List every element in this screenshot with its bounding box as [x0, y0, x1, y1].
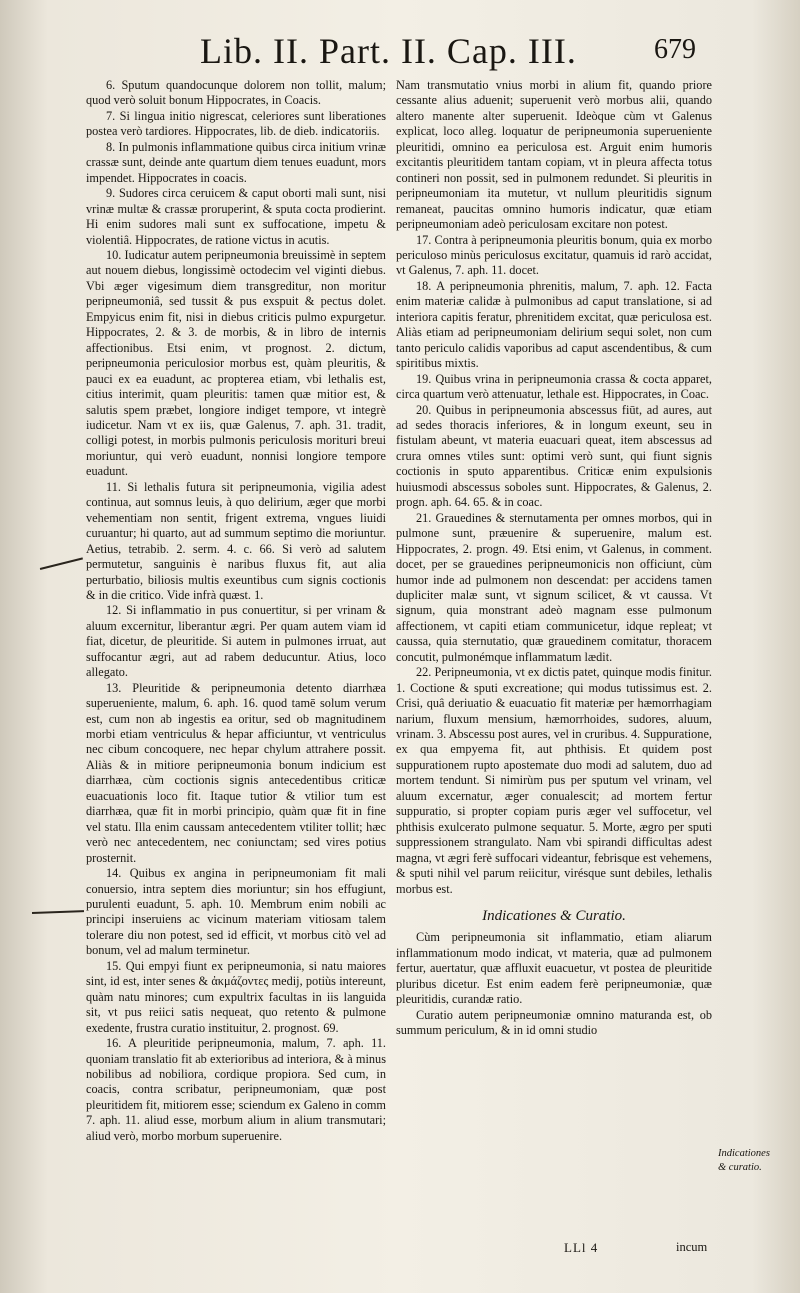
- paragraph: Curatio autem peripneumoniæ omnino maturanda est, ob summum periculum, & in id omni studio: [396, 1007, 712, 1038]
- paragraph: 12. Si inflammatio in pus conuertitur, si per vrinam & aluum excernitur, liberantur ægri. Per quam autem viam id fiat, dicetur, de pleuritide. Si autem in pulmones irruat, aut suffocantur ægri, aut ad rabem deducuntur. Atius, loco allegato.: [86, 603, 386, 680]
- paragraph: 18. A peripneumonia phrenitis, malum, 7. aph. 12. Facta enim materiæ calidæ à pulmonibus ad caput translatione, si ad interiora capitis feratur, phrenitidem excitat, quæ periculosa est. Aliàs etiam ad peripneumoniam delirium sequi solet, non cum tanto periculo calidis vaporibus ad caput ascendentibus, & cum spiritibus mixtis.: [396, 278, 712, 371]
- paragraph: 11. Si lethalis futura sit peripneumonia, vigilia adest continua, aut somnus leuis, à quo delirium, æger que morbi vehementiam non sentit, frigent extrema, vngues liuidi curuantur; hi quarto, aut ad summum septimo die moriuntur. Aetius, tetrabib. 2. serm. 4. c. 66. Si verò ad salutem permutetur, sanguinis è naribus fluxus fit, aut alia perturbatio, biliosis multis exeuntibus cum signis coctionis & in die critico. Vide infrà quæst. 1.: [86, 479, 386, 602]
- paragraph: 9. Sudores circa ceruicem & caput oborti mali sunt, nisi vrinæ multæ & crassæ proruperint, & sputa cocta prodierint. Hi enim sudores mali sunt ex suffocatione, impetu & violentiâ. Hippocrates, de ratione victus in acutis.: [86, 186, 386, 247]
- paragraph: Cùm peripneumonia sit inflammatio, etiam aliarum inflammationum modo indicat, vt materia, quæ ad pulmonem fertur, auertatur, quæ affluxit euacuetur, vt postea de pleuritide pluribus dicetur. Est enim eadem ferè peripneumoniæ, quæ pleuritidis, curandæ ratio.: [396, 930, 712, 1007]
- margin-note-line: & curatio.: [718, 1162, 762, 1173]
- paragraph: 19. Quibus vrina in peripneumonia crassa & cocta apparet, circa quartum verò attenuatur, lethale est. Hippocrates, in Coac.: [396, 371, 712, 402]
- paragraph: 10. Iudicatur autem peripneumonia breuissimè in septem aut nouem diebus, longissimè octodecim vel viginti diebus. Vbi æger vigesimum diem transgreditur, non moritur peripneumoniâ, sed tussit & pus exspuit & pectus dolet. Empyicus enim fit, nisi in diebus criticis pulmo expurgetur. Hippocrates, 2. & 3. de morbis, & in libro de internis affectionibus. Etsi enim, vt prognost. 2. dictum, peripneumonia periculosior morbus est, quàm pleuritis, & pauci ex ea euadunt, ac propterea etiam, vbi lethalis est, citius interimit, quam pleuritis: tamen quæ mitior est, & salutis spem præbet, longiore indiget tempore, vt integrè iudicetur. Nam vt ex iis, quæ Galenus, 7. aph. 31. tradit, colligi potest, in morbis pulmonis periculosis morituri breui moriuntur, qui verò euadunt, nonnisi longiore tempore euadunt.: [86, 247, 386, 479]
- paragraph: 15. Qui empyi fiunt ex peripneumonia, si natu maiores sint, id est, inter senes & ἀκμάζοντες medij, potiùs intereunt, quàm natu minores; cum expultrix facultas in iis languida sit, vt pus reiici satis nequeat, quo retento & pulmone exedente, frustra curatio instituitur, 2. prognost. 69.: [86, 958, 386, 1035]
- page-number: 679: [654, 34, 696, 65]
- paragraph: 22. Peripneumonia, vt ex dictis patet, quinque modis finitur. 1. Coctione & sputi excreatione; qui modus tutissimus est. 2. Crisi, quâ deriuatio & euacuatio fit materiæ per hæmorrhagiam narium, fluxum mensium, hæmorrhoides, sudores, aluum, vrinam. 3. Abscessu post aures, vel in cruribus. 4. Suppuratione, ex qua empyema fit, aut phthisis. Et quidem post suppurationem rupto apostemate duo modi ad salutem, duo ad mortem tendunt. Si nimirùm pus per sputum vel vrinam, vel aluum excernatur, æger conualescit; ad mortem fertur suppuratio, si propter copiam puris æger vel suffocetur, vel phthisis exulcerato pulmone sequatur. 5. Morte, ægro per sputi suppressionem strangulato. Nam vbi spirandi difficultas adest magna, vt ægri ferè suffocari videantur, febrisque est vehemens, & sputi nihil vel parum reiicitur, virésque sunt debiles, lethalis morbus est.: [396, 665, 712, 896]
- paragraph: 16. A pleuritide peripneumonia, malum, 7. aph. 11. quoniam translatio fit ab exterioribus ad interiora, & à minus nobilibus ad nobiliora, cordique propiora. Sed cum, in coacis, contra scribatur, peripneumoniam, quæ post pleuritidem fit, mitiorem esse; sciendum ex Galeno in comm 7. aph. 11. aliud esse, morbum alium in alium transmutari; aliud verò, morbo morbum superuenire.: [86, 1036, 386, 1143]
- right-column: [396, 78, 712, 1039]
- paragraph: 13. Pleuritide & peripneumonia detento diarrhæa superueniente, malum, 6. aph. 16. quod tamē solum verum est, cum non ab ingestis ea oritur, sed ob magnitudinem morbi etiam ventriculus & hepar afficiuntur, vt ventriculus nec cibum concoquere, nec hepar chylum attrahere possit. Aliàs & in mitiore peripneumonia bonum indicium est diarrhæa, cùm coctionis signis antecedentibus criticæ euacuationis loco fit. Itaque tutior & vtilior tum est diarrhæa, quæ fit in morbi principio, quàm quæ fit in fine vel statu. Illa enim caussam antecedentem vtiliter tollit; hæc verò nec antecedentem, nec coniunctam; sed vires potius prosternit.: [86, 680, 386, 865]
- running-head: Lib. II. Part. II. Cap. III.: [200, 31, 577, 71]
- paragraph: 7. Si lingua initio nigrescat, celeriores sunt liberationes postea verò tardiores. Hippocrates, lib. de dieb. indicatoriis.: [86, 108, 386, 139]
- paragraph: 20. Quibus in peripneumonia abscessus fiūt, ad aures, aut ad sedes thoracis inferiores, & in longum exeunt, seu in fistulam abeunt, vt materia euacuari queat, item abscessus ad crura omnes vtiles sunt: optimi verò sunt, qui fiunt signis coctionis in sputo apparentibus. Criticæ enim expulsionis huiusmodi abscessus soboles sunt. Hippocrates, & Galenus, 2. progn. aph. 64. 65. & in coac.: [396, 402, 712, 510]
- signature-mark: LLl 4: [564, 1240, 599, 1255]
- paragraph: 17. Contra à peripneumonia pleuritis bonum, quia ex morbo periculoso minùs periculosus excitatur, quamuis id rarò accidat, vt Galenus, 7. aph. 11. docet.: [396, 232, 712, 278]
- paragraph: 6. Sputum quandocunque dolorem non tollit, malum; quod verò soluit bonum Hippocrates, in Coacis.: [86, 78, 386, 108]
- paragraph-continuation: Nam transmutatio vnius morbi in alium fit, quando priore cessante alius aduenit; superuenit verò morbus alii, quando altero manente alter superuenit. Ideòque cùm vt Galenus explicat, loco alleg. loquatur de peripneumonia superueniente pleuritidi, omnino ea periculosa est. Arguit enim humoris excitantis pleuritidem tantam copiam, vt in pleura affecta totus contineri non possit, sed in pulmonem redundet. Si pleuritis in peripneumoniam ita mutetur, vt nullum pleuritidis signum remaneat, paucitas omnino humoris indicatur, quæ etiam peripneumoniam adeò periculosam excitare non potest.: [396, 78, 712, 232]
- pen-mark: [32, 910, 84, 913]
- left-column: [86, 78, 386, 1144]
- section-heading: Indicationes & Curatio.: [482, 908, 626, 925]
- pen-mark: [40, 557, 83, 569]
- paragraph: 8. In pulmonis inflammatione quibus circa initium vrinæ crassæ sunt, deinde ante quartum diem tenues euadunt, mors impendet. Hippocrates in coacis.: [86, 139, 386, 185]
- margin-note: [718, 1147, 770, 1175]
- catchword: incum: [676, 1240, 708, 1254]
- margin-note-line: Indicationes: [718, 1148, 770, 1159]
- paragraph: 14. Quibus ex angina in peripneumoniam fit mali conuersio, intra septem dies moriuntur; sin hos effugiunt, purulenti euadunt, 5. aph. 10. Membrum enim nobili ac principi inseruiens ac vicinum materiam vitiosam talem tolerare diu non potest, sed id efficit, vt morbus citò vel ad bonum, vel ad malum terminetur.: [86, 866, 386, 958]
- paragraph: 21. Grauedines & sternutamenta per omnes morbos, qui in pulmone sunt, præuenire & superuenire, malum est. Hippocrates, 2. progn. 49. Etsi enim, vt Galenus, in comment. docet, per se grauedines peripneumonicis non officiunt, cùm humor inde ad pulmonem non descendat: per accidens tamen dupliciter malæ sunt, vt signum scilicet, & vt caussa. Vt signum, quia monstrant adeò magnam esse pulmonum affectionem, vt capiti etiam communicetur, idque repleat; vt caussa, quia sternutatio, quæ grauedinem comitatur, thoracem concutit, pulmonémque inflammatum lædit.: [396, 510, 712, 664]
